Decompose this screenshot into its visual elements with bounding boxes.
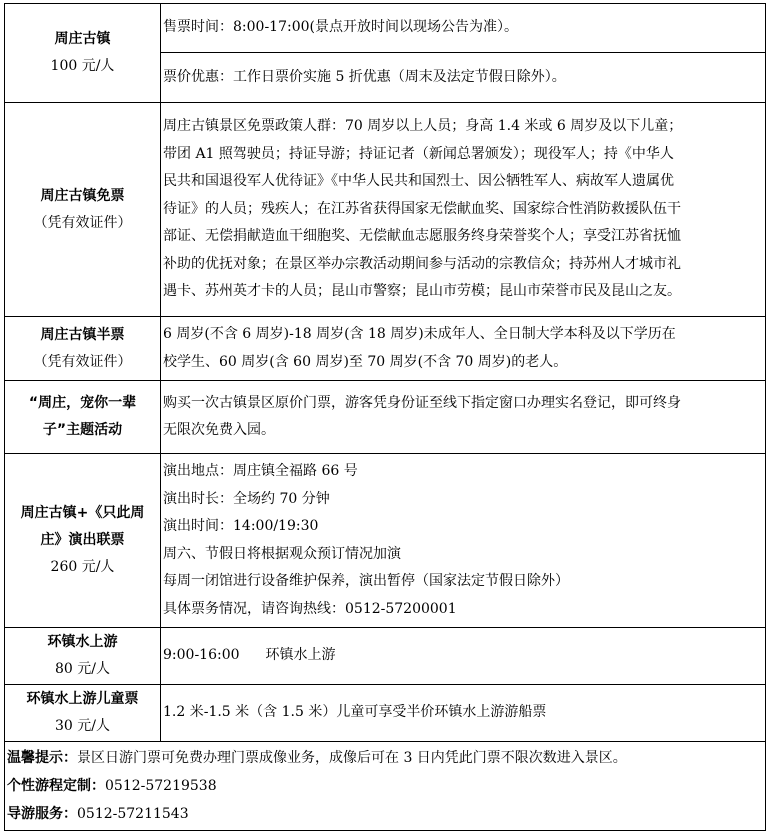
ticket-title: 子”主题活动 xyxy=(42,422,123,438)
ticket-desc-cell xyxy=(161,317,766,381)
ticket-price: 30 元/人 xyxy=(55,718,110,734)
desc-line: 遇卡、苏州英才卡的人员；昆山市警察；昆山市劳模；昆山市荣誉市民及昆山之友。 xyxy=(163,283,681,300)
table-row xyxy=(5,381,766,454)
guide-phone: 0512-57211543 xyxy=(77,806,189,822)
desc-line: 部证、无偿捐献造血干细胞奖、无偿献血志愿服务终身荣誉奖个人；享受江苏省抚恤 xyxy=(163,228,681,245)
desc-line: 带团 A1 照驾驶员；持证导游；持证记者（新闻总署颁发）；现役军人；持《中华人 xyxy=(163,145,674,162)
ticket-desc-cell xyxy=(161,103,766,317)
ticket-title: 庄》演出联票 xyxy=(40,532,125,548)
desc-line: 具体票务情况，请咨询热线：0512-57200001 xyxy=(163,600,457,617)
ticket-title: 周庄古镇 xyxy=(54,31,111,47)
ticket-name-cell xyxy=(5,103,161,317)
ticket-price: 100 元/人 xyxy=(50,58,115,74)
ticket-name-cell xyxy=(5,628,161,685)
ticket-title: 周庄古镇半票 xyxy=(40,326,125,343)
table-row xyxy=(5,628,766,685)
ticket-name-cell xyxy=(5,317,161,381)
boat-name: 环镇水上游 xyxy=(265,647,336,664)
table-row xyxy=(5,685,766,742)
ticket-title: 周庄古镇免票 xyxy=(40,187,125,204)
guide-line xyxy=(7,800,765,828)
ticket-price: 80 元/人 xyxy=(55,661,110,677)
ticket-desc-cell xyxy=(161,381,766,454)
desc-line: 周庄古镇景区免票政策人群：70 周岁以上人员；身高 1.4 米或 6 周岁及以下儿童； xyxy=(163,118,683,135)
guide-label: 导游服务： xyxy=(7,806,77,822)
sales-time-text: 售票时间：8:00-17:00(景点开放时间以现场公告为准）。 xyxy=(163,19,518,36)
ticket-desc-cell xyxy=(161,454,766,628)
desc-line: 待证》的人员；残疾人；在江苏省获得国家无偿献血奖、国家综合性消防救援队伍干 xyxy=(163,200,681,217)
tip-label: 温馨提示： xyxy=(7,750,77,766)
custom-phone: 0512-57219538 xyxy=(105,778,217,794)
ticket-title: 环镇水上游儿童票 xyxy=(26,691,139,707)
ticket-name-cell xyxy=(5,685,161,742)
footer-row xyxy=(5,742,766,831)
ticket-desc-cell xyxy=(161,4,766,53)
ticket-info-table xyxy=(4,3,766,831)
custom-line xyxy=(7,772,765,800)
table-row xyxy=(5,103,766,317)
custom-label: 个性游程定制： xyxy=(7,778,105,794)
ticket-desc-cell xyxy=(161,685,766,742)
ticket-name-cell xyxy=(5,454,161,628)
table-row xyxy=(5,4,766,53)
ticket-subtitle: （凭有效证件） xyxy=(33,353,132,370)
ticket-title: 周庄古镇+《只此周 xyxy=(20,505,145,521)
desc-line: 补助的优抚对象；在景区举办宗教活动期间参与活动的宗教信众；持苏州人才城市礼 xyxy=(163,255,681,272)
desc-line: 购买一次古镇景区原价门票，游客凭身份证至线下指定窗口办理实名登记，即可终身 xyxy=(163,394,681,411)
desc-line: 演出时间：14:00/19:30 xyxy=(163,518,319,534)
table-row xyxy=(5,454,766,628)
ticket-name-cell xyxy=(5,381,161,454)
desc-line: 每周一闭馆进行设备维护保养，演出暂停（国家法定节假日除外） xyxy=(163,573,569,589)
desc-line: 民共和国退役军人优待证》《中华人民共和国烈士、因公牺牲军人、病故军人遗属优 xyxy=(163,173,674,190)
tip-text: 景区日游门票可免费办理门票成像业务，成像后可在 3 日内凭此门票不限次数进入景区。 xyxy=(77,750,627,766)
boat-time: 9:00-16:00 xyxy=(163,647,240,664)
desc-line: 演出时长：全场约 70 分钟 xyxy=(163,490,330,507)
desc-line: 校学生、60 周岁(含 60 周岁)至 70 周岁(不含 70 周岁)的老人。 xyxy=(163,353,568,370)
desc-line: 周六、节假日将根据观众预订情况加演 xyxy=(163,545,401,562)
ticket-price: 260 元/人 xyxy=(50,559,115,575)
desc-line: 1.2 米-1.5 米（含 1.5 米）儿童可享受半价环镇水上游游船票 xyxy=(163,704,547,721)
ticket-title: 环镇水上游 xyxy=(47,634,118,650)
desc-line: 演出地点：周庄镇全福路 66 号 xyxy=(163,463,358,479)
footer-cell xyxy=(5,742,766,831)
ticket-subtitle: （凭有效证件） xyxy=(33,214,132,231)
table-row xyxy=(5,317,766,381)
ticket-name-cell xyxy=(5,4,161,103)
tip-line xyxy=(7,744,765,772)
ticket-title: “周庄，宠你一辈 xyxy=(28,395,137,411)
desc-line: 无限次免费入园。 xyxy=(163,422,275,438)
desc-line: 6 周岁(不含 6 周岁)-18 周岁(含 18 周岁)未成年人、全日制大学本科及以下学历在 xyxy=(163,326,676,342)
ticket-desc-cell xyxy=(161,628,766,685)
discount-text: 票价优惠：工作日票价实施 5 折优惠（周末及法定节假日除外）。 xyxy=(163,68,566,85)
ticket-desc-cell xyxy=(161,53,766,103)
